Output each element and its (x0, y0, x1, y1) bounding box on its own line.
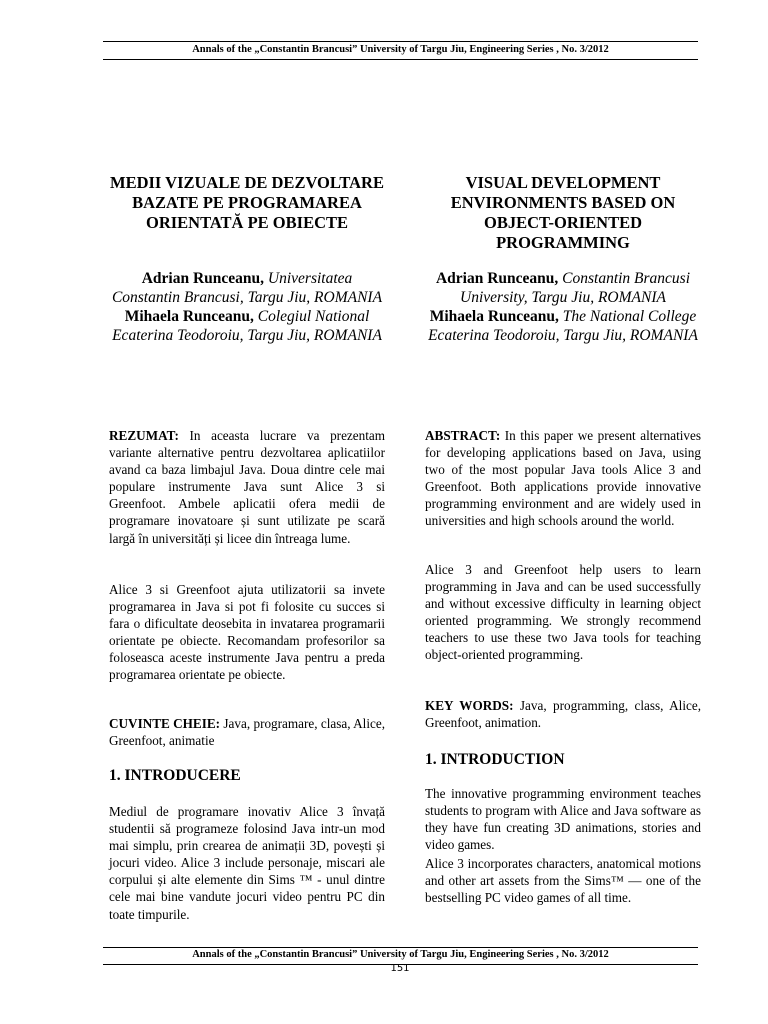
author-2-affiliation: Colegiul National Ecaterina Teodoroiu, Targu Jiu, ROMANIA (112, 308, 382, 344)
author-1-ro (109, 269, 385, 307)
abstract-en (425, 427, 701, 530)
author-1-affiliation: Constantin Brancusi University, Targu Jiu, ROMANIA (460, 270, 691, 306)
running-header: Annals of the „Constantin Brancusi” University of Targu Jiu, Engineering Series , No. 3/2012 (192, 44, 609, 55)
paper-title-en: VISUAL DEVELOPMENT ENVIRONMENTS BASED ON OBJECT-ORIENTED PROGRAMMING (450, 173, 676, 252)
abstract-ro-continued: Alice 3 si Greenfoot ajuta utilizatorii sa invete programarea in Java si pot fi folosite cu succes si fara o dificultate deosebita in invatarea programarii orientate pe obiecte. Recomandam profesorilor sa foloseasca aceste instrumente Java pentru a preda programarea orientate pe obiecte. (109, 582, 385, 683)
keywords-text: Java, programming, class, Alice, Greenfoot, animation. (425, 698, 702, 731)
keywords-label: KEY WORDS: (425, 698, 514, 713)
author-1-name: Adrian Runceanu, (435, 270, 559, 287)
abstract-en-continued: Alice 3 and Greenfoot help users to learn programming in Java and can be used successfully and without excessive difficulty in learning object oriented programming. We strongly recommend teachers to use these two Java tools for teaching object-oriented programming. (425, 562, 701, 663)
authors-ro (109, 269, 385, 345)
author-1-name: Adrian Runceanu, (141, 270, 265, 287)
abstract-text: In aceasta lucrare va prezentam variante alternative pentru dezvoltarea aplicatiilor avand ca baza limbajul Java. Doua dintre cele mai populare instrumente Java sunt Alice 3 si Greenfoot. Ambele aplicatii ofera medii de programare inovatoare și sunt utilizate pe scară largă în universități și licee din întreaga lume. (109, 428, 386, 546)
author-1-affiliation: Universitatea Constantin Brancusi, Targu Jiu, ROMANIA (111, 270, 383, 306)
abstract-label: ABSTRACT: (425, 428, 501, 443)
header-rule-bottom (103, 59, 698, 60)
keywords-text: Java, programare, clasa, Alice, Greenfoot, animatie (109, 716, 385, 749)
author-2-name: Mihaela Runceanu, (124, 308, 254, 325)
paper-title-ro: MEDII VIZUALE DE DEZVOLTARE BAZATE PE PROGRAMAREA ORIENTATĂ PE OBIECTE (110, 173, 384, 232)
author-1-en (425, 269, 701, 307)
intro-text-en-continued: Alice 3 incorporates characters, anatomical motions and other art assets from the Sims™ — one of the bestselling PC video games of all time. (425, 856, 701, 906)
author-2-affiliation: The National College Ecaterina Teodoroiu, Targu Jiu, ROMANIA (428, 308, 698, 344)
author-2-name: Mihaela Runceanu, (429, 308, 559, 325)
running-footer: Annals of the „Constantin Brancusi” University of Targu Jiu, Engineering Series , No. 3/2012 (192, 949, 609, 960)
header-rule-top (103, 41, 698, 42)
section-heading-ro: 1. INTRODUCERE (109, 767, 241, 784)
authors-en (425, 269, 701, 345)
author-2-ro (109, 307, 385, 345)
abstract-ro (109, 427, 385, 547)
intro-text-en: The innovative programming environment teaches students to program with Alice and Java software as they have fun creating 3D animations, stories and video games. (425, 786, 701, 853)
footer-rule-top (103, 947, 698, 948)
section-heading-en: 1. INTRODUCTION (425, 751, 565, 768)
keywords-ro (109, 715, 385, 749)
keywords-label: CUVINTE CHEIE: (109, 716, 221, 731)
author-2-en (425, 307, 701, 345)
intro-text-ro: Mediul de programare inovativ Alice 3 învață studentii să programeze folosind Java intr-un mod mai simplu, prin crearea de animații 3D, povești și jocuri video. Alice 3 include personaje, miscari ale corpului și alte elemente din Sims ™ - unul dintre cele mai bine vandute jocuri video pentru PC din toate timpurile. (109, 804, 385, 922)
keywords-en (425, 697, 701, 731)
abstract-text: In this paper we present alternatives for developing applications based on Java, using two of the most popular Java tools Alice 3 and Greenfoot. Both applications provide innovative programming environment and are widely used in universities and high schools around the world. (425, 428, 702, 529)
abstract-label: REZUMAT: (109, 428, 179, 443)
page-number: 151 (390, 963, 410, 974)
